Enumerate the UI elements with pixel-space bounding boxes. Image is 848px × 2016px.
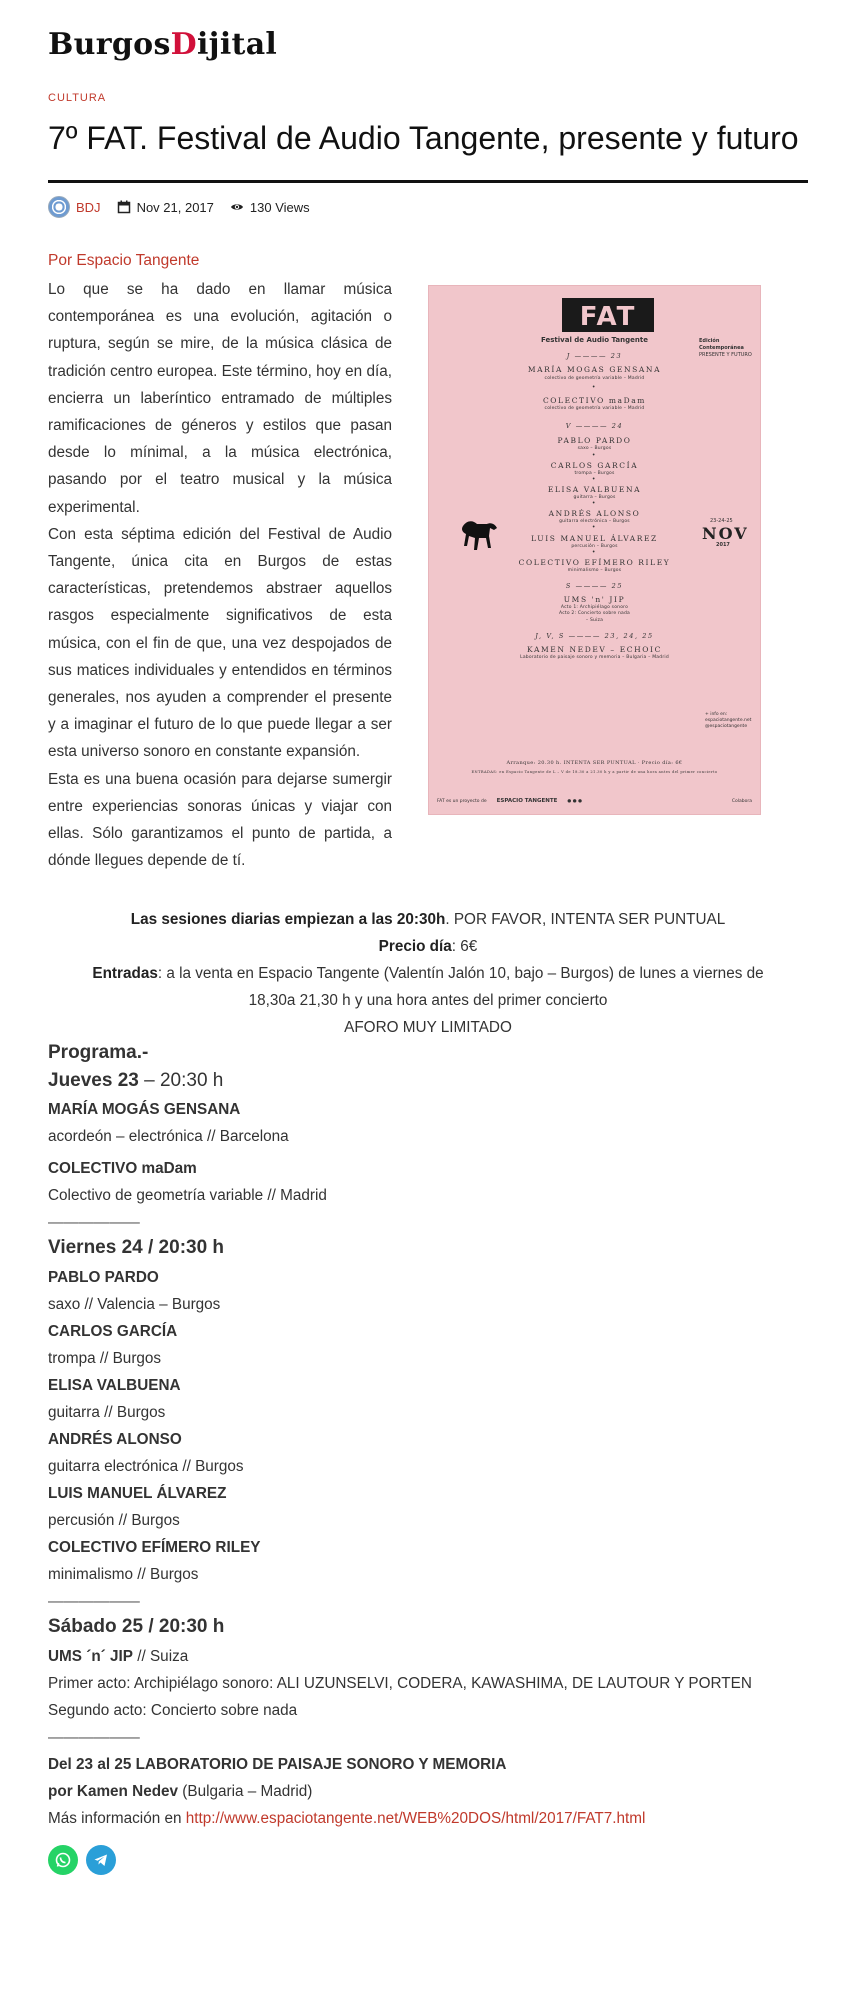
poster-year: 2017: [716, 542, 730, 548]
performer-desc: trompa // Burgos: [48, 1350, 162, 1367]
poster-day-thursday: J ———— 23: [566, 352, 623, 360]
thursday-heading: Jueves 23 – 20:30 h: [48, 1070, 224, 1091]
poster-artist-desc: percusión – Burgos: [571, 544, 618, 549]
performer-desc: minimalismo // Burgos: [48, 1566, 199, 1583]
program-heading: Programa.-: [48, 1042, 149, 1063]
performer-name: ELISA VALBUENA: [48, 1377, 181, 1394]
poster-artist-desc: Acto 1: Archipiélago sonoro: [560, 605, 629, 610]
poster-footer: FAT es un proyecto de ESPACIO TANGENTE ● ● ● Colabora: [437, 798, 752, 804]
date-meta: [117, 200, 214, 215]
whatsapp-share-button[interactable]: [48, 1845, 78, 1875]
poster-day-all: J, V, S ———— 23, 24, 25: [535, 632, 654, 640]
poster-artist-desc: Acto 2: Concierto sobre nada: [559, 611, 630, 616]
logo-accent-letter: D: [170, 26, 197, 62]
friday-heading: Viernes 24 / 20:30 h: [48, 1237, 225, 1258]
separator: ——————: [48, 1729, 140, 1746]
publish-date: Nov 21, 2017: [136, 199, 214, 215]
article-meta: [48, 196, 326, 218]
capacity-note: AFORO MUY LIMITADO: [344, 1019, 512, 1036]
poster-artist-desc: trompa – Burgos: [574, 471, 615, 476]
saturday-heading: Sábado 25 / 20:30 h: [48, 1616, 225, 1637]
poster-entradas: ENTRADAS: en Espacio Tangente de L – V de 18.30 a 21.30 h y a partir de una hora antes del primer concierto: [471, 770, 718, 774]
lab-author: por Kamen Nedev (Bulgaria – Madrid): [48, 1783, 313, 1800]
article-byline: Por Espacio Tangente: [48, 252, 200, 269]
logo-text-part2: ijital: [196, 26, 278, 62]
tickets-hours: 18,30a 21,30 h y una hora antes del primer concierto: [248, 992, 608, 1009]
more-info-line: Más información en http://www.espaciotangente.net/WEB%20DOS/html/2017/FAT7.html: [48, 1810, 646, 1827]
poster-artist: PABLO PARDO: [557, 436, 632, 445]
performer-name: MARÍA MOGÁS GENSANA: [48, 1101, 241, 1118]
poster-artist: UMS 'n' JIP: [563, 595, 626, 604]
performer-desc: acordeón – electrónica // Barcelona: [48, 1128, 289, 1145]
performer-name: LUIS MANUEL ÁLVAREZ: [48, 1485, 227, 1502]
performer-desc: percusión // Burgos: [48, 1512, 180, 1529]
poster-info: + info en: espaciotangente.net @espaciotangente: [705, 712, 752, 729]
paragraph: Lo que se ha dado en llamar música contemporánea es una evolución, agitación o ruptura, según se mire, de la música clásica de tradición centro europea. Este término, hoy en día, encierra un laberíntico entramado de múltiples ramificaciones de géneros y estilos que pasan desde lo mínimal, a la música electrónica, pasando por el teatro musical y la música experimental.: [48, 281, 392, 516]
view-count: 130 Views: [249, 199, 310, 215]
poster-artist-desc: guitarra electrónica – Burgos: [559, 519, 630, 524]
performer-name: CARLOS GARCÍA: [48, 1323, 178, 1340]
social-icons: ● ● ●: [567, 798, 582, 804]
site-logo[interactable]: [48, 24, 277, 64]
paragraph: Esta es una buena ocasión para dejarse sumergir entre experiencias sonoras únicas y viajar con ellas. Sólo garantizamos el punto de partida, a dónde llegues depende de tí.: [48, 770, 392, 870]
poster-artist: ANDRÉS ALONSO: [548, 509, 641, 518]
separator: ——————: [48, 1593, 140, 1610]
share-buttons: [48, 1845, 124, 1875]
performer-desc: Primer acto: Archipiélago sonoro: ALI UZUNSELVI, CODERA, KAWASHIMA, DE LAUTOUR Y PORTEN: [48, 1675, 752, 1692]
poster-artist: LUIS MANUEL ÁLVAREZ: [531, 534, 658, 543]
performer-name: COLECTIVO EFÍMERO RILEY: [48, 1539, 261, 1556]
author-avatar: [48, 196, 70, 218]
article-title: 7º FAT. Festival de Audio Tangente, presente y futuro: [48, 120, 799, 156]
poster-logo-text: FAT: [579, 302, 637, 332]
poster-day-saturday: S ———— 25: [565, 582, 624, 590]
poster-artist-desc: saxo – Burgos: [577, 446, 612, 451]
telegram-share-button[interactable]: [86, 1845, 116, 1875]
tickets-line: Entradas: a la venta en Espacio Tangente (Valentín Jalón 10, bajo – Burgos) de lunes a viernes de: [92, 965, 764, 982]
author-meta[interactable]: [48, 196, 101, 218]
performer-name: COLECTIVO maDam: [48, 1160, 197, 1177]
poster-day-friday: V ———— 24: [565, 422, 624, 430]
author-name[interactable]: BDJ: [76, 199, 101, 215]
logo-text-part1: Burgos: [48, 26, 171, 62]
performer-name: ANDRÉS ALONSO: [48, 1431, 182, 1448]
performer-desc: guitarra electrónica // Burgos: [48, 1458, 244, 1475]
poster-artist-desc: Laboratorio de paisaje sonoro y memoria – Bulgaria – Madrid: [520, 655, 669, 660]
poster-artist-desc: colectivo de geometría variable – Madrid: [544, 406, 645, 411]
festival-poster[interactable]: FAT Festival de Audio Tangente Edición Contemporánea PRESENTE Y FUTURO J ———— 23 MARÍA MOGAS GENSANA colectivo de geometría variable – Madrid • COLECTIVO maDam colectivo de geometría variable – Madrid V ———— 24 PABLO PARDO saxo – Burgos • CARLOS GARCÍA trompa – Burgos • ELISA VALBUENA guitarra – Burgos • ANDRÉS ALONSO guitarra electrónica – Burgos • LUIS MANUEL ÁLVAREZ percusión – Burgos • COLECTIVO EFÍMERO RILEY minimalismo – Burgos S ———— 25 UMS 'n' JIP Acto 1: Archipiélago sonoro Acto 2: Concierto sobre nada – Suiza J, V, S ———— 23, 24, 25 KAMEN NEDEV – ECHOIC Laboratorio de paisaje sonoro y memoria – Bulgaria – Madrid 23-24-25 NOV 2017 + info en: espaciotangente.net @espaciotangente Arranque: 20.30 h. INTENTA SER PUNTUAL · Precio día: 6€ ENTRADAS: en Espacio Tangente de L – V de 18.30 a 21.30 h y a partir de una hora antes del primer concierto FAT es un proyecto de ESPACIO TANGENTE ● ● ● Colabora: [429, 286, 760, 814]
poster-subtitle: Festival de Audio Tangente: [541, 336, 648, 344]
eye-icon: [230, 200, 244, 214]
poster-artist: ELISA VALBUENA: [547, 485, 642, 494]
poster-artist: MARÍA MOGAS GENSANA: [527, 365, 662, 374]
poster-artist: COLECTIVO EFÍMERO RILEY: [518, 558, 671, 567]
poster-fat-logo: [562, 298, 654, 332]
poster-artist-desc: – Suiza: [585, 618, 604, 623]
lab-heading: Del 23 al 25 LABORATORIO DE PAISAJE SONORO Y MEMORIA: [48, 1756, 507, 1773]
whatsapp-icon: [54, 1851, 72, 1869]
performer-line: UMS ´n´ JIP // Suiza: [48, 1648, 189, 1665]
views-meta: [230, 200, 310, 215]
poster-artist: CARLOS GARCÍA: [550, 461, 639, 470]
performer-desc: guitarra // Burgos: [48, 1404, 166, 1421]
article-intro: [48, 276, 392, 874]
sessions-note: Las sesiones diarias empiezan a las 20:30h. POR FAVOR, INTENTA SER PUNTUAL: [130, 911, 726, 928]
title-divider: [48, 180, 808, 183]
performer-desc: saxo // Valencia – Burgos: [48, 1296, 221, 1313]
separator: ——————: [48, 1214, 140, 1231]
performer-desc: Segundo acto: Concierto sobre nada: [48, 1702, 298, 1719]
espacio-tangente-logo: ESPACIO TANGENTE: [496, 798, 558, 804]
poster-artist: COLECTIVO maDam: [542, 396, 647, 405]
poster-edition-title: Edición Contemporánea: [699, 338, 744, 351]
price-line: Precio día: 6€: [378, 938, 478, 955]
poster-artist-desc: minimalismo – Burgos: [567, 568, 622, 573]
calendar-icon: [117, 200, 131, 214]
poster-artist-desc: colectivo de geometría variable – Madrid: [544, 376, 645, 381]
telegram-icon: [92, 1851, 110, 1869]
poster-dates: 23-24-25: [710, 518, 733, 524]
poster-edition-sub: PRESENTE Y FUTURO: [699, 352, 752, 358]
category-label[interactable]: CULTURA: [48, 92, 107, 104]
paragraph: Con esta séptima edición del Festival de Audio Tangente, única cita en Burgos de estas características, pretendemos abstraer aquellos rasgos especialmente significativos de esta música, con el fin de que, una vez despojados de sus matices individuales y entendidos en términos generales, nos ayuden a comprender el presente y a imaginar el futuro de lo que puede llegar a ser esta universo sonoro en constante expansión.: [48, 525, 392, 761]
poster-month: NOV: [702, 524, 749, 543]
poster-artist: KAMEN NEDEV – ECHOIC: [527, 645, 662, 654]
performer-name: PABLO PARDO: [48, 1269, 159, 1286]
more-info-link[interactable]: http://www.espaciotangente.net/WEB%20DOS/html/2017/FAT7.html: [185, 1810, 646, 1827]
horse-illustration: [457, 516, 499, 554]
performer-desc: Colectivo de geometría variable // Madrid: [48, 1187, 327, 1204]
poster-start: Arranque: 20.30 h. INTENTA SER PUNTUAL · Precio día: 6€: [506, 760, 683, 766]
poster-artist-desc: guitarra – Burgos: [573, 495, 616, 500]
